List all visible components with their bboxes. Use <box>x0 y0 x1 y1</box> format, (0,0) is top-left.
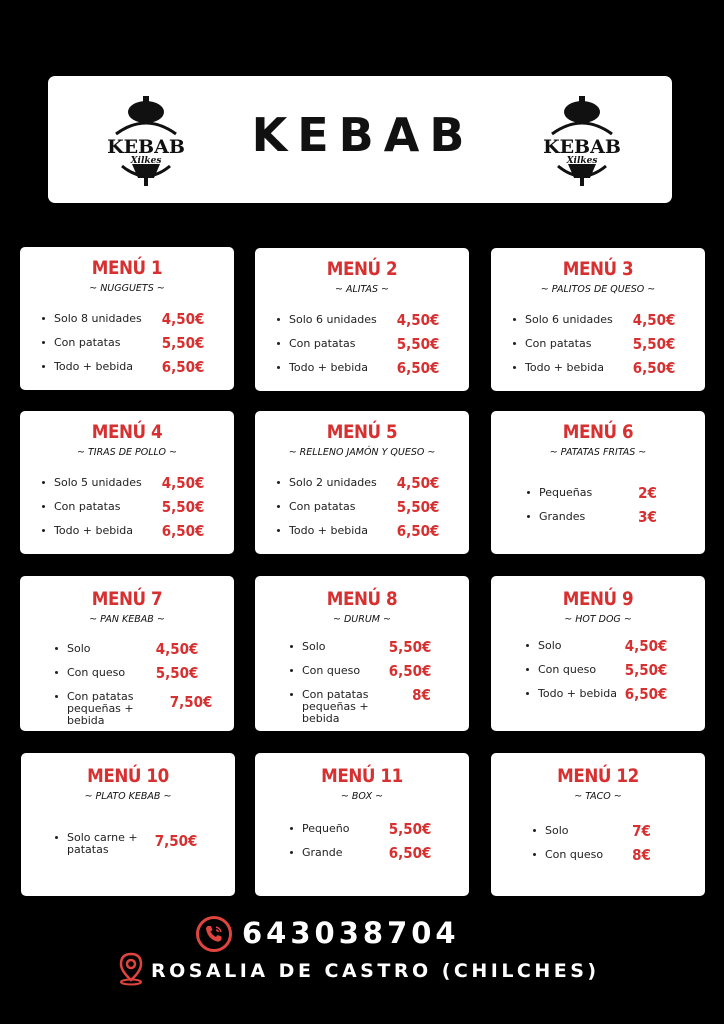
item-label: Solo 2 unidades <box>289 476 377 489</box>
phone-icon <box>196 916 232 952</box>
menu-item <box>289 360 439 384</box>
item-label: Pequeñas <box>539 486 593 499</box>
menu-item <box>67 689 212 727</box>
item-price: 4,50€ <box>161 310 204 328</box>
item-label: Solo 6 unidades <box>289 313 377 326</box>
menu-item <box>289 523 439 547</box>
item-label: Con queso <box>545 848 604 861</box>
menu-item <box>302 639 431 663</box>
address-text: ROSALIA DE CASTRO (CHILCHES) <box>151 960 600 982</box>
menu-subtitle: ~ BOX ~ <box>340 791 384 802</box>
menu-item <box>289 499 439 523</box>
menu-card-11 <box>255 753 469 896</box>
item-label: Todo + bebida <box>289 361 369 374</box>
item-price: 6,50€ <box>624 685 667 703</box>
item-price: 6,50€ <box>161 522 204 540</box>
menu-item <box>302 845 431 869</box>
menu-item <box>67 641 212 665</box>
menu-card-5 <box>255 411 469 554</box>
menu-subtitle: ~ NUGGUETS ~ <box>89 283 165 294</box>
item-label: Con patatas pequeñas + bebida <box>67 690 134 727</box>
menu-title: MENÚ 4 <box>91 421 163 443</box>
menu-item <box>538 638 667 662</box>
header-banner <box>48 76 672 203</box>
menu-card-12 <box>491 753 705 896</box>
item-price: 5,50€ <box>632 335 675 353</box>
item-label: Con patatas <box>54 336 121 349</box>
menu-item <box>54 499 204 523</box>
item-label: Solo <box>302 640 326 653</box>
item-price: 4,50€ <box>161 474 204 492</box>
item-label: Todo + bebida <box>538 687 618 700</box>
item-label: Grande <box>302 846 343 859</box>
item-label: Todo + bebida <box>525 361 605 374</box>
item-label: Solo 5 unidades <box>54 476 142 489</box>
item-price: 6,50€ <box>632 359 675 377</box>
phone-number[interactable]: 643038704 <box>242 916 460 950</box>
menu-card-3 <box>491 248 705 391</box>
menu-item <box>289 475 439 499</box>
logo-text: KEBAB <box>543 136 621 158</box>
item-label: Solo carne + patatas <box>67 831 138 856</box>
menu-item <box>67 665 212 689</box>
menu-title: MENÚ 2 <box>326 258 398 280</box>
menu-item <box>302 686 431 725</box>
item-label: Con queso <box>538 663 597 676</box>
item-price: 5,50€ <box>396 335 439 353</box>
logo-text: KEBAB <box>107 136 185 158</box>
menu-card-10 <box>21 753 235 896</box>
menu-title: MENÚ 9 <box>562 588 634 610</box>
menu-subtitle: ~ RELLENO JAMÓN Y QUESO ~ <box>288 447 436 458</box>
menu-title: MENÚ 7 <box>91 588 163 610</box>
menu-subtitle: ~ DURUM ~ <box>333 614 391 625</box>
item-label: Pequeño <box>302 822 350 835</box>
menu-item <box>54 359 204 383</box>
item-price: 4,50€ <box>155 640 198 658</box>
menu-subtitle: ~ PAN KEBAB ~ <box>89 614 165 625</box>
item-price: 6,50€ <box>396 359 439 377</box>
item-price: 7€ <box>632 822 651 840</box>
menu-card-7 <box>20 576 234 731</box>
item-price: 7,50€ <box>169 693 212 711</box>
menu-card-2 <box>255 248 469 391</box>
item-price: 6,50€ <box>161 358 204 376</box>
menu-title: MENÚ 10 <box>87 765 169 787</box>
item-price: 5,50€ <box>161 498 204 516</box>
menu-card-9 <box>491 576 705 731</box>
item-label: Todo + bebida <box>54 524 134 537</box>
item-label: Con patatas <box>525 337 592 350</box>
menu-item <box>54 475 204 499</box>
item-price: 5,50€ <box>388 638 431 656</box>
menu-item <box>545 847 651 871</box>
menu-item <box>289 312 439 336</box>
item-label: Todo + bebida <box>54 360 134 373</box>
item-label: Con patatas <box>289 500 356 513</box>
item-price: 4,50€ <box>624 637 667 655</box>
item-price: 6,50€ <box>396 522 439 540</box>
menu-subtitle: ~ HOT DOG ~ <box>564 614 632 625</box>
page-title: KEBAB <box>251 108 475 162</box>
location-pin-icon <box>116 952 146 986</box>
item-label: Con patatas <box>54 500 121 513</box>
item-label: Solo <box>545 824 569 837</box>
item-price: 5,50€ <box>396 498 439 516</box>
kebab-logo <box>532 92 632 188</box>
item-label: Con queso <box>67 666 126 679</box>
item-label: Con patatas pequeñas + bebida <box>302 688 369 725</box>
item-label: Todo + bebida <box>289 524 369 537</box>
item-price: 4,50€ <box>396 311 439 329</box>
logo-subtext: Xilkes <box>130 156 162 166</box>
menu-item <box>67 830 197 860</box>
menu-item <box>525 360 675 384</box>
menu-subtitle: ~ PALITOS DE QUESO ~ <box>540 284 656 295</box>
menu-item <box>289 336 439 360</box>
item-label: Solo 6 unidades <box>525 313 613 326</box>
menu-item <box>54 311 204 335</box>
menu-item <box>54 335 204 359</box>
menu-card-4 <box>20 411 234 554</box>
item-label: Solo <box>538 639 562 652</box>
menu-subtitle: ~ TIRAS DE POLLO ~ <box>76 447 178 458</box>
item-price: 6,50€ <box>388 844 431 862</box>
menu-item <box>302 663 431 687</box>
item-price: 3€ <box>638 508 657 526</box>
menu-item <box>545 823 651 847</box>
item-price: 2€ <box>638 484 657 502</box>
menu-item <box>525 312 675 336</box>
menu-subtitle: ~ PLATO KEBAB ~ <box>84 791 172 802</box>
item-label: Con queso <box>302 664 361 677</box>
menu-item <box>538 662 667 686</box>
menu-card-6 <box>491 411 705 554</box>
menu-title: MENÚ 5 <box>326 421 398 443</box>
menu-item <box>539 485 657 509</box>
menu-item <box>54 523 204 547</box>
kebab-logo <box>96 92 196 188</box>
logo-subtext: Xilkes <box>566 156 598 166</box>
menu-title: MENÚ 3 <box>562 258 634 280</box>
item-price: 4,50€ <box>632 311 675 329</box>
menu-title: MENÚ 1 <box>91 257 163 279</box>
menu-title: MENÚ 12 <box>557 765 639 787</box>
menu-item <box>538 686 667 710</box>
menu-item <box>525 336 675 360</box>
menu-title: MENÚ 8 <box>326 588 398 610</box>
menu-card-8 <box>255 576 469 731</box>
menu-title: MENÚ 6 <box>562 421 634 443</box>
item-label: Solo <box>67 642 91 655</box>
item-price: 7,50€ <box>154 832 197 850</box>
item-price: 5,50€ <box>161 334 204 352</box>
menu-subtitle: ~ ALITAS ~ <box>334 284 389 295</box>
menu-title: MENÚ 11 <box>321 765 403 787</box>
item-label: Con patatas <box>289 337 356 350</box>
item-price: 5,50€ <box>624 661 667 679</box>
item-price: 5,50€ <box>155 664 198 682</box>
menu-subtitle: ~ TACO ~ <box>574 791 622 802</box>
item-price: 5,50€ <box>388 820 431 838</box>
item-price: 6,50€ <box>388 662 431 680</box>
item-price: 4,50€ <box>396 474 439 492</box>
menu-item <box>539 509 657 533</box>
item-label: Solo 8 unidades <box>54 312 142 325</box>
menu-card-1 <box>20 247 234 390</box>
item-price: 8€ <box>412 686 431 704</box>
item-price: 8€ <box>632 846 651 864</box>
menu-item <box>302 821 431 845</box>
menu-subtitle: ~ PATATAS FRITAS ~ <box>549 447 647 458</box>
item-label: Grandes <box>539 510 586 523</box>
